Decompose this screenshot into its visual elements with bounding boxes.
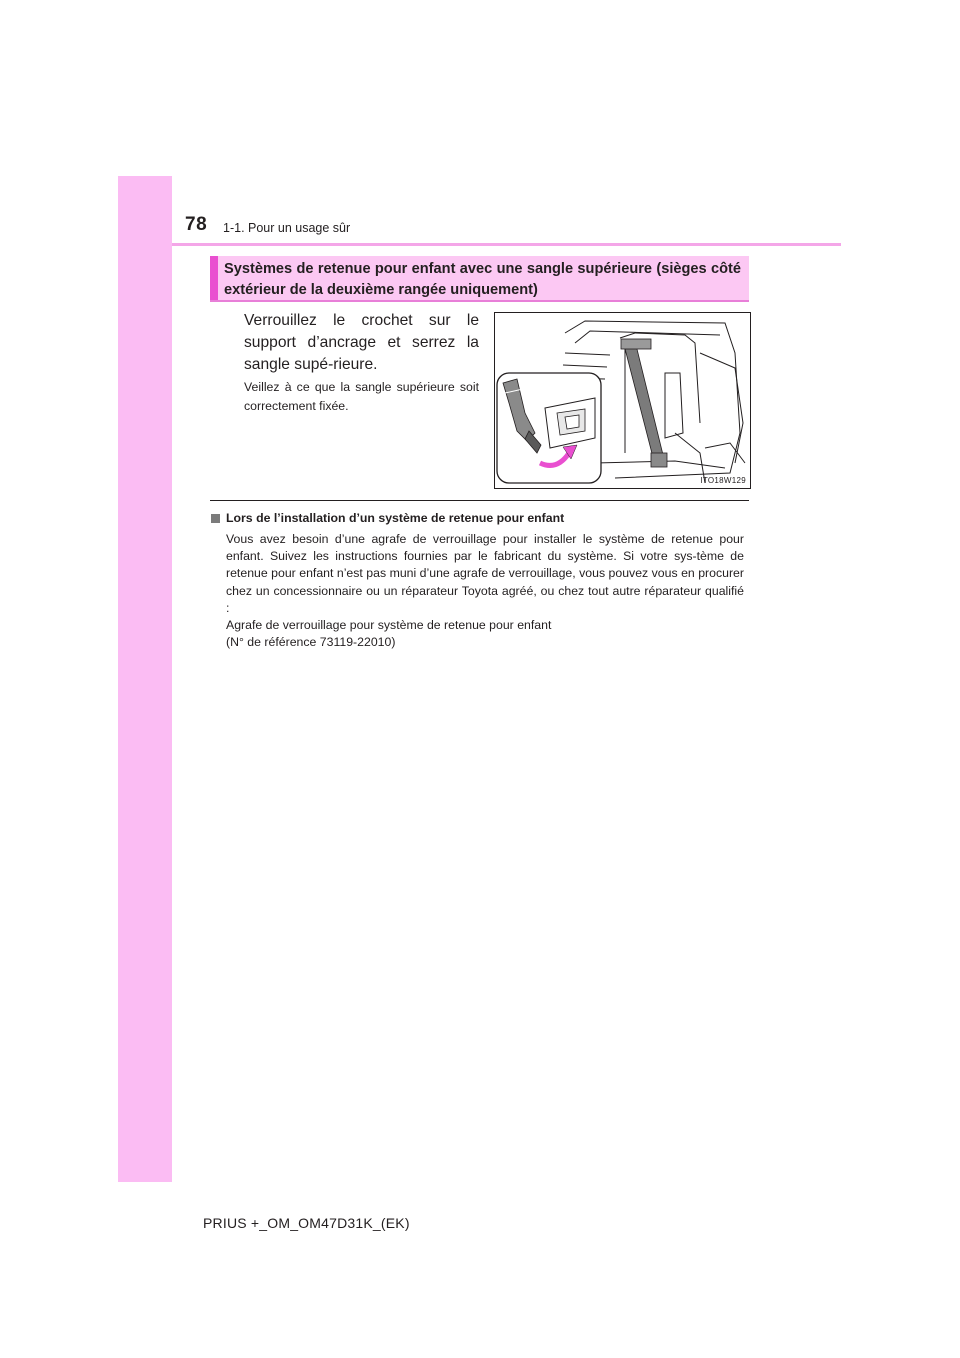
- top-tether-illustration: [494, 312, 751, 489]
- note-heading: Lors de l’installation d’un système de retenue pour enfant: [226, 511, 565, 525]
- header-rule: [172, 243, 841, 246]
- section-accent-bar: [210, 256, 218, 300]
- note-part-name: Agrafe de verrouillage pour système de retenue pour enfant: [226, 618, 552, 633]
- note-body: [226, 531, 744, 651]
- seat-tether-drawing: [495, 313, 750, 488]
- note-part-number: (N° de référence 73119-22010): [226, 635, 396, 650]
- chapter-title: 1-1. Pour un usage sûr: [223, 221, 351, 235]
- section-heading-box: [210, 256, 749, 302]
- section-title: Systèmes de retenue pour enfant avec une sangle supérieure (sièges côté extérieur de la deuxième rangée uniquement): [224, 261, 741, 298]
- section-divider: [210, 500, 749, 501]
- side-band: [118, 176, 172, 1182]
- step-note: Veillez à ce que la sangle supérieure soit correctement fixée.: [244, 380, 479, 413]
- bullet-square-icon: [211, 514, 220, 523]
- illustration-code: ITO18W129: [700, 476, 746, 485]
- note-paragraph: Vous avez besoin d’une agrafe de verrouillage pour installer le système de retenue pour enfant. Suivez les instructions fournies par le fabricant du système. Si votre sys-tème de retenue pour enfant n’est pas muni d’une agrafe de verrouillage, vous pouvez vous en procurer chez un concessionnaire ou un réparateur Toyota agréé, ou chez tout autre réparateur qualifié :: [226, 532, 744, 615]
- page-number: 78: [185, 214, 208, 235]
- step-instruction: Verrouillez le crochet sur le support d’ancrage et serrez la sangle supé-rieure.: [244, 312, 479, 373]
- footer-doc-code: PRIUS +_OM_OM47D31K_(EK): [203, 1215, 410, 1231]
